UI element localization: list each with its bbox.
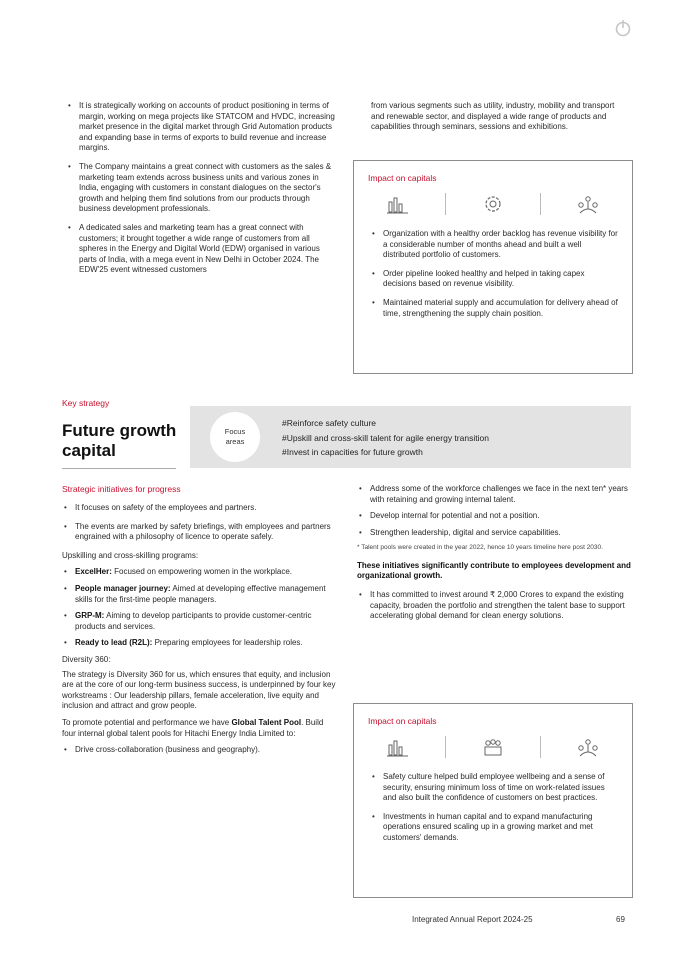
- focus-items: [282, 416, 489, 460]
- list-item: • ExcelHer: Focused on empowering women in the workplace.: [62, 567, 338, 578]
- list-item: • A dedicated sales and marketing team has a great connect with customers; it brought together a wide range of customers from all spheres in the Energy and Digital World (EDW) organised in various parts of India, with a mega event in New Delhi in October 2024. The EDW'25 event witnessed customers: [66, 223, 338, 276]
- page-number: 69: [616, 915, 625, 924]
- list-item: • Drive cross-collaboration (business and geography).: [62, 745, 338, 756]
- relationship-capital-icon: [576, 193, 600, 215]
- top-left-bullets: [66, 101, 338, 284]
- safety-bullets: [62, 503, 338, 543]
- divider: [540, 193, 541, 215]
- divider: [445, 736, 446, 758]
- report-name: Integrated Annual Report 2024-25: [412, 915, 533, 924]
- list-item: • Order pipeline looked healthy and helped in taking capex decisions based on revenue visibility.: [370, 269, 618, 290]
- list-item: • Ready to lead (R2L): Preparing employees for leadership roles.: [62, 638, 338, 649]
- diversity-paragraph: The strategy is Diversity 360 for us, which ensures that equity, and inclusion are at the core of our long-term business success, is underpinned by four key workstreams : Our leadership pillars, female acceleration, live equity and inclusion and attract and grow people.: [62, 669, 336, 711]
- impact-box-title: Impact on capitals: [368, 716, 437, 726]
- list-item: • Strengthen leadership, digital and service capabilities.: [357, 528, 631, 539]
- impact-bullets: [370, 772, 618, 852]
- list-item: • The events are marked by safety briefings, with employees and partners engrained with a philosophy of licence to operate safely.: [62, 522, 338, 543]
- focus-item: #Invest in capacities for future growth: [282, 447, 423, 457]
- list-item: • GRP-M: Aiming to develop participants to provide customer-centric products and services.: [62, 611, 338, 632]
- impact-bullets: [370, 229, 618, 327]
- diversity-heading: Diversity 360:: [62, 654, 111, 664]
- list-item: • Address some of the workforce challenges we face in the next ten* years with retaining and growing internal talent.: [357, 484, 631, 505]
- divider: [445, 193, 446, 215]
- list-item: • It is strategically working on accounts of product positioning in terms of margin, working on mega projects like STATCOM and HVDC, increasing market presence in the digital market through Grid Automation products and expanding base in terms of exports to build revenue and increase margins.: [66, 101, 338, 154]
- divider: [540, 736, 541, 758]
- list-item: • Investments in human capital and to expand manufacturing operations ensured scaling up in a growing market and met customers' demands.: [370, 812, 618, 844]
- bold-statement: These initiatives significantly contribute to employees development and organizational growth.: [357, 560, 631, 581]
- manufactured-capital-icon: [481, 193, 505, 215]
- relationship-capital-icon: [576, 736, 600, 758]
- impact-box-2: [353, 703, 633, 898]
- list-item: • Develop internal for potential and not a position.: [357, 511, 631, 522]
- title-underline: [62, 468, 176, 469]
- list-item: • Organization with a healthy order backlog has revenue visibility for a considerable number of months ahead and built a well distributed portfolio of customers.: [370, 229, 618, 261]
- strategic-initiatives-heading: Strategic initiatives for progress: [62, 484, 181, 494]
- top-right-paragraph: from various segments such as utility, industry, mobility and transport and renewable sector, and displayed a wide range of products and capabilities through seminars, sessions and exhibitions.: [371, 101, 615, 132]
- list-item: • It focuses on safety of the employees and partners.: [62, 503, 338, 514]
- impact-box-title: Impact on capitals: [368, 173, 437, 183]
- programs-list: [62, 567, 338, 649]
- power-symbol-icon: [613, 18, 633, 38]
- footnote: * Talent pools were created in the year 2022, hence 10 years timeline here post 2030.: [357, 544, 603, 552]
- right-column: [357, 484, 631, 630]
- focus-areas-badge: Focus areas: [210, 412, 260, 462]
- talent-bullets: [62, 745, 338, 756]
- focus-areas-banner: [190, 406, 631, 468]
- human-capital-icon: [481, 736, 505, 758]
- list-item: • Maintained material supply and accumulation for delivery ahead of time, strengthening the supply chain position.: [370, 298, 618, 319]
- capital-icons-row: [368, 732, 618, 762]
- financial-capital-icon: [386, 193, 410, 215]
- investment-bullets: [357, 590, 631, 622]
- talent-paragraph: To promote potential and performance we have Global Talent Pool. Build four internal global talent pools for Hitachi Energy India Limited to:: [62, 717, 324, 738]
- upskilling-heading: Upskilling and cross-skilling programs:: [62, 550, 199, 560]
- section-title: Future growth capital: [62, 421, 177, 460]
- key-strategy-label: Key strategy: [62, 398, 110, 408]
- impact-box-1: [353, 160, 633, 374]
- left-column: [62, 484, 338, 764]
- list-item: • People manager journey: Aimed at developing effective management skills for the first-time people managers.: [62, 584, 338, 605]
- financial-capital-icon: [386, 736, 410, 758]
- capital-icons-row: [368, 189, 618, 219]
- talent-pool-bullets: [357, 484, 631, 538]
- focus-item: #Upskill and cross-skill talent for agile energy transition: [282, 432, 489, 443]
- list-item: • Safety culture helped build employee wellbeing and a sense of security, ensuring minimum loss of time on work-related issues and also built the confidence of customers on best practices.: [370, 772, 618, 804]
- list-item: • It has committed to invest around ₹ 2,000 Crores to expand the existing capacity, broaden the portfolio and strengthen the talent base to support accelerating global demand for clean energy solutions.: [357, 590, 631, 622]
- list-item: • The Company maintains a great connect with customers as the sales & marketing team extends across business units and various zones in India, engaging with customers in constant dialogues on the sector's growth and helping them find solutions from our products through business development professionals.: [66, 162, 338, 215]
- focus-item: #Reinforce safety culture: [282, 418, 377, 428]
